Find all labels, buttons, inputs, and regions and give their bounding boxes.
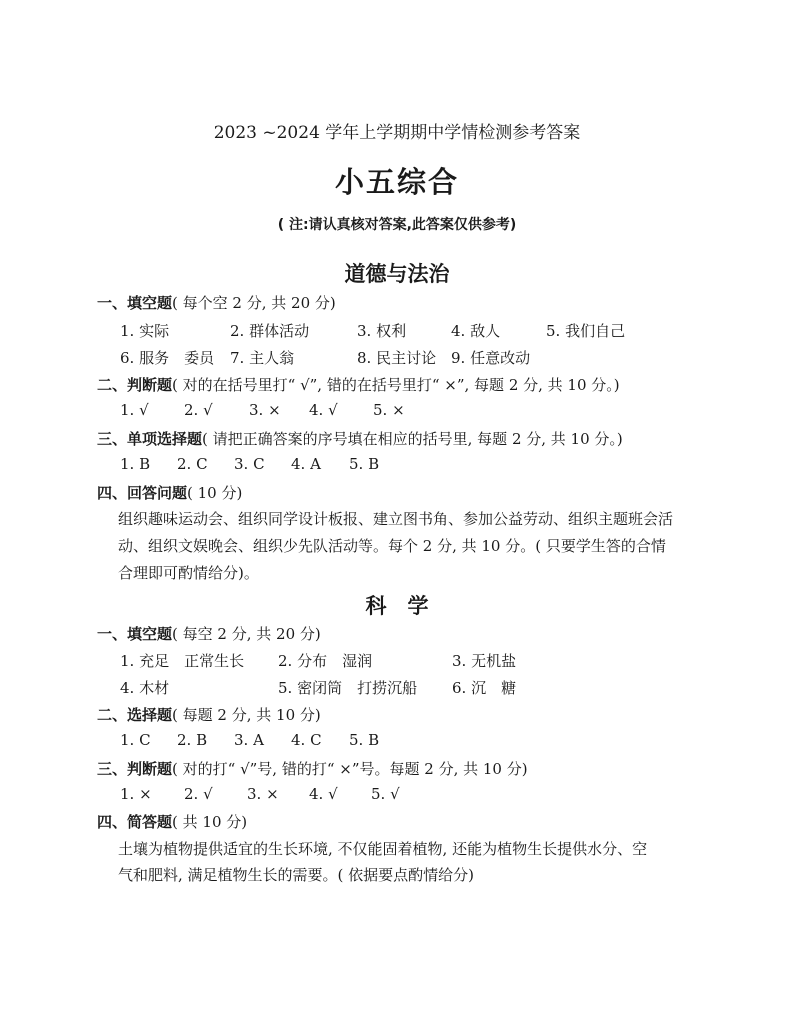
answer-item: 1. B <box>120 455 151 473</box>
question-desc: ( 每个空 2 分, 共 20 分) <box>172 294 336 312</box>
answer-paragraph-line: 动、组织文娱晚会、组织少先队活动等。每个 2 分, 共 10 分。( 只要学生答的合情 <box>118 537 666 555</box>
answer-item: 2. B <box>177 731 208 749</box>
question-heading <box>97 811 247 832</box>
answer-item: 5. √ <box>371 785 400 803</box>
document-title: 2023 ~2024 学年上学期期中学情检测参考答案 <box>213 123 581 143</box>
answer-note: ( 注:请认真核对答案,此答案仅供参考) <box>277 217 517 233</box>
question-heading <box>97 428 623 449</box>
answer-item: 3. 权利 <box>357 322 407 340</box>
answer-item: 4. √ <box>309 401 338 419</box>
answer-item: 1. C <box>120 731 151 749</box>
question-heading <box>97 292 336 313</box>
answer-item: 5. 我们自己 <box>546 322 626 340</box>
answer-item: 1. 充足 正常生长 <box>120 652 245 670</box>
question-label: 四、回答问题 <box>97 484 188 502</box>
answer-paragraph-line: 组织趣味运动会、组织同学设计板报、建立图书角、参加公益劳动、组织主题班会活 <box>118 510 674 528</box>
answer-item: 6. 服务 委员 <box>120 349 215 367</box>
answer-item: 3. A <box>234 731 264 749</box>
question-label: 三、判断题 <box>97 760 173 778</box>
question-desc: ( 每题 2 分, 共 10 分) <box>172 706 321 724</box>
answer-item: 4. 木材 <box>120 679 170 697</box>
answer-item: 1. × <box>120 785 152 803</box>
question-heading <box>97 704 321 725</box>
answer-item: 3. C <box>234 455 265 473</box>
answer-item: 4. 敌人 <box>451 322 501 340</box>
answer-paragraph-line: 气和肥料, 满足植物生长的需要。( 依据要点酌情给分) <box>118 866 475 884</box>
answer-item: 4. A <box>291 455 321 473</box>
section-title-science: 科 学 <box>365 593 429 618</box>
question-desc: ( 10 分) <box>187 484 243 502</box>
question-desc: ( 每空 2 分, 共 20 分) <box>172 625 321 643</box>
answer-item: 1. √ <box>120 401 149 419</box>
answer-item: 2. 分布 湿润 <box>278 652 373 670</box>
question-heading <box>97 374 620 395</box>
answer-item: 4. C <box>291 731 322 749</box>
answer-item: 8. 民主讨论 <box>357 349 437 367</box>
question-label: 一、填空题 <box>97 625 173 643</box>
question-label: 二、选择题 <box>97 706 173 724</box>
question-label: 二、判断题 <box>97 376 173 394</box>
answer-item: 7. 主人翁 <box>230 349 295 367</box>
question-desc: ( 共 10 分) <box>172 813 248 831</box>
answer-item: 9. 任意改动 <box>451 349 531 367</box>
answer-item: 5. B <box>349 455 380 473</box>
question-desc: ( 请把正确答案的序号填在相应的括号里, 每题 2 分, 共 10 分。) <box>202 430 623 448</box>
question-heading <box>97 623 321 644</box>
answer-item: 4. √ <box>309 785 338 803</box>
answer-item: 3. × <box>247 785 279 803</box>
question-heading <box>97 482 242 503</box>
answer-item: 1. 实际 <box>120 322 170 340</box>
answer-item: 3. 无机盐 <box>452 652 517 670</box>
answer-item: 2. √ <box>184 401 213 419</box>
answer-item: 5. × <box>373 401 405 419</box>
answer-item: 2. 群体活动 <box>230 322 310 340</box>
section-title-morality: 道德与法治 <box>344 261 450 286</box>
question-label: 四、简答题 <box>97 813 173 831</box>
question-heading <box>97 758 528 779</box>
question-label: 三、单项选择题 <box>97 430 203 448</box>
answer-item: 6. 沉 糖 <box>452 679 517 697</box>
answer-item: 5. B <box>349 731 380 749</box>
answer-item: 5. 密闭筒 打捞沉船 <box>278 679 418 697</box>
answer-item: 2. C <box>177 455 208 473</box>
answer-paragraph-line: 土壤为植物提供适宜的生长环境, 不仅能固着植物, 还能为植物生长提供水分、空 <box>118 840 648 858</box>
question-desc: ( 对的在括号里打“ √”, 错的在括号里打“ ×”, 每题 2 分, 共 10 分。) <box>172 376 620 394</box>
answer-item: 2. √ <box>184 785 213 803</box>
answer-paragraph-line: 合理即可酌情给分)。 <box>118 564 259 582</box>
question-label: 一、填空题 <box>97 294 173 312</box>
question-desc: ( 对的打“ √”号, 错的打“ ×”号。每题 2 分, 共 10 分) <box>172 760 528 778</box>
answer-item: 3. × <box>249 401 281 419</box>
subject-title: 小五综合 <box>334 165 459 199</box>
